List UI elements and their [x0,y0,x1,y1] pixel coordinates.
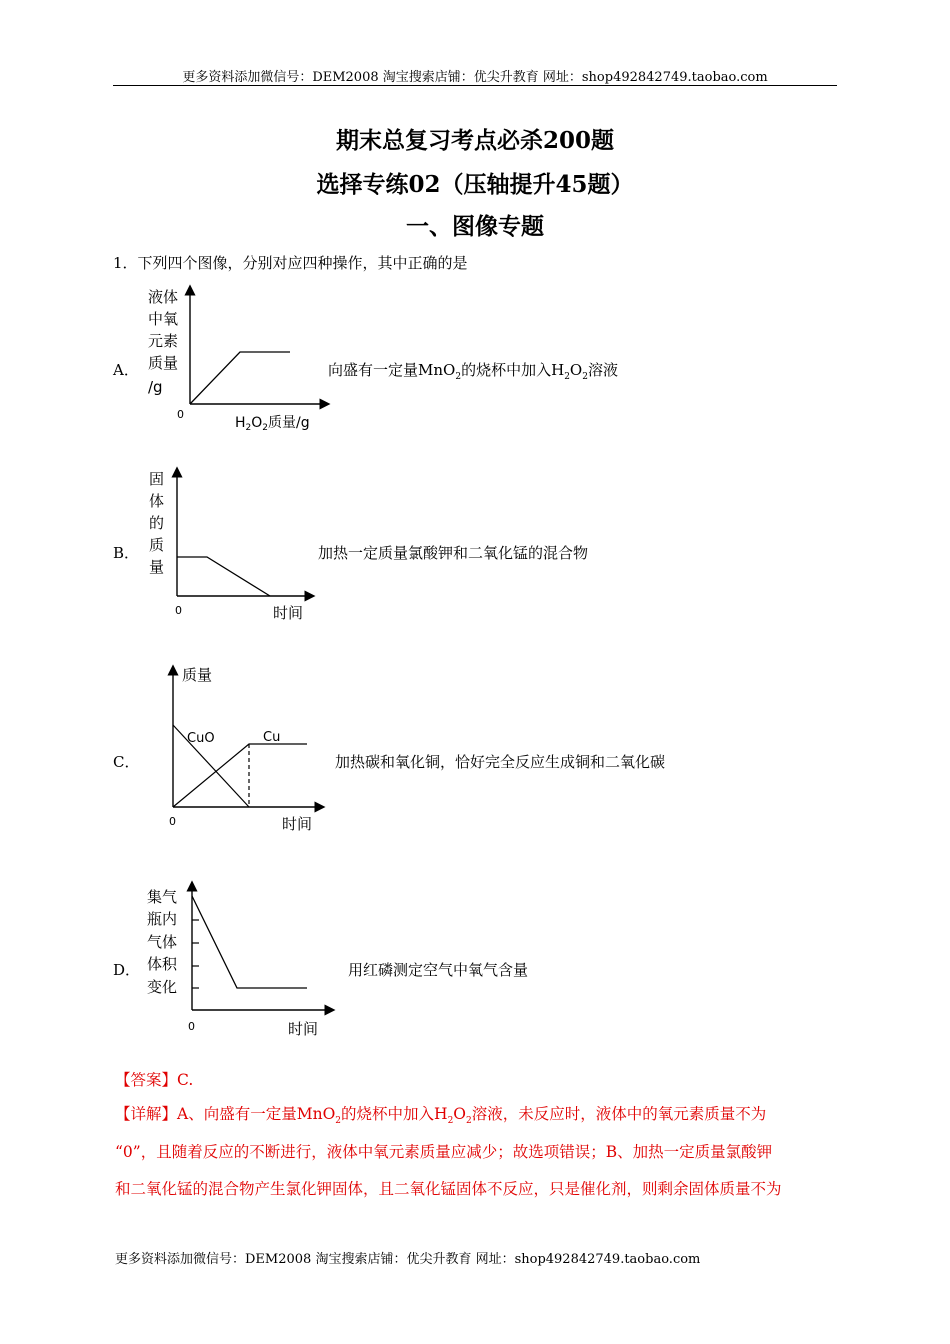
explanation-line-2: “0”，且随着反应的不断进行，液体中氧元素质量应减少；故选项错误；B、加热一定质量氯酸钾 [115,1143,773,1161]
explanation-label: 【详解】 [115,1105,178,1123]
question-1 [113,252,468,273]
graph-d-ylabel-5: 变化 [147,978,178,996]
header-divider [113,85,837,86]
graph-c-ylabel: 质量 [182,666,213,684]
explanation-line-1: 【详解】A、向盛有一定量MnO$_2$的烧杯中加入$H_2O_2$溶液，未反应时，液体中的氧元素质量不为 [115,1105,767,1127]
option-d-description: 用红磷测定空气中氧气含量 [348,961,529,979]
graph-b-origin: 0 [175,604,182,617]
graph-b-ylabel-3: 的 [149,514,165,532]
answer-value: C. [177,1071,194,1089]
graph-b-ylabel-1: 固 [149,470,165,488]
graph-a-ylabel-5: /g [148,378,163,396]
graph-b-ylabel-5: 量 [149,558,165,576]
graph-b-ylabel-2: 体 [149,492,165,510]
option-a-description: 向盛有一定量MnO$_2$的烧杯中加入$H_2O_2$溶液 [328,361,618,382]
graph-b-ylabel-4: 质 [149,536,165,554]
graph-a-ylabel-2: 中氧 [148,310,179,328]
title-line-2: 选择专练02（压轴提升45题） [316,171,634,198]
graph-d-ylabel-2: 瓶内 [147,910,178,928]
graph-a-curve [190,352,290,404]
graph-d [140,878,340,1043]
option-d-label: D． [113,961,141,979]
title-line-1: 期末总复习考点必杀200题 [335,127,614,154]
graph-a-origin: 0 [177,408,184,421]
graph-a-ylabel-4: 质量 [148,354,179,372]
option-c-description: 加热碳和氧化铜，恰好完全反应生成铜和二氧化碳 [335,753,666,771]
section-title: 一、图像专题 [406,213,544,240]
graph-d-origin: 0 [188,1020,195,1033]
option-b-label: B． [113,544,140,562]
option-c-label: C． [113,753,140,771]
graph-c-xlabel: 时间 [282,815,313,833]
page-header: 更多资料添加微信号：DEM2008 淘宝搜索店铺：优尖升教育 网址：shop492842749.taobao.com [182,70,768,85]
graph-a-ylabel-1: 液体 [148,288,179,306]
graph-c [155,660,335,838]
question-number: 1． [113,254,138,272]
answer-label: 【答案】 [115,1071,178,1089]
graph-a [140,282,340,437]
graph-b-curve [177,557,270,596]
graph-d-ylabel-4: 体积 [147,955,178,973]
graph-a-ylabel-3: 元素 [148,332,179,350]
answer [115,1068,193,1090]
graph-d-ylabel-3: 气体 [147,933,178,951]
graph-b-xlabel: 时间 [273,604,304,622]
graph-c-origin: 0 [169,815,176,828]
question-text: 下列四个图像，分别对应四种操作，其中正确的是 [137,254,468,272]
graph-b [140,462,320,627]
graph-c-cu-label: Cu [263,730,281,745]
graph-c-cuo-label: CuO [187,731,215,746]
graph-d-ylabel-1: 集气 [147,888,178,906]
option-b-description: 加热一定质量氯酸钾和二氧化锰的混合物 [318,544,589,562]
graph-a-xlabel: $H_2O_2$质量/g [235,415,310,433]
graph-d-curve [192,896,307,988]
graph-d-xlabel: 时间 [288,1020,319,1038]
explanation-line-3: 和二氧化锰的混合物产生氯化钾固体，且二氧化锰固体不反应，只是催化剂，则剩余固体质量不为 [115,1180,782,1198]
page-footer: 更多资料添加微信号：DEM2008 淘宝搜索店铺：优尖升教育 网址：shop492842749.taobao.com [115,1252,701,1267]
option-a-label: A． [113,361,139,379]
